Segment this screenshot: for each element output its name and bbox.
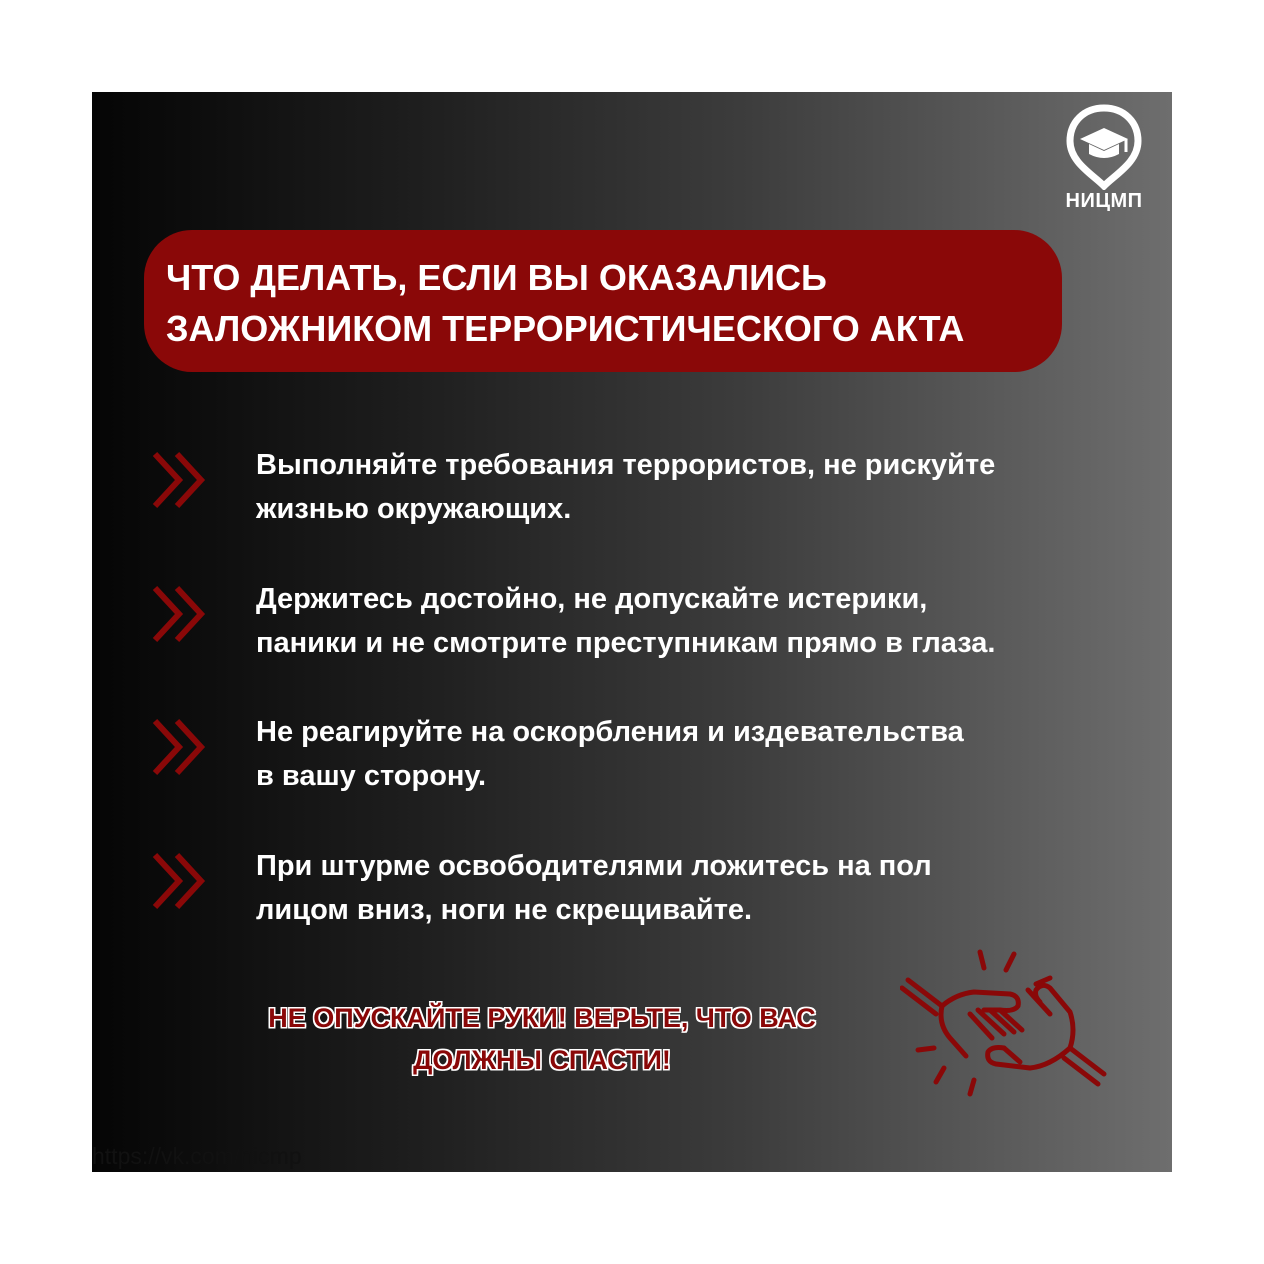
tip-text [256,844,1096,932]
title-line-2: ЗАЛОЖНИКОМ ТЕРРОРИСТИЧЕСКОГО АКТА [166,308,965,349]
slogan-line-2: ДОЛЖНЫ СПАСТИ! [413,1045,671,1075]
logo-text: НИЦМП [1065,190,1143,212]
double-chevron-right-icon [150,448,210,512]
tip-item [150,448,1100,538]
tip-line-1: Не реагируйте на оскорбления и издевательства [256,716,964,748]
poster-card [92,92,1172,1172]
tip-text [256,443,1096,531]
tip-text [256,710,1096,798]
double-chevron-right-icon [150,849,210,913]
tip-item [150,582,1100,672]
tip-item [150,715,1100,805]
double-chevron-right-icon [150,582,210,646]
tip-line-2: лицом вниз, ноги не скрещивайте. [256,894,753,926]
tip-line-2: жизнью окружающих. [256,493,572,525]
slogan-line-1: НЕ ОПУСКАЙТЕ РУКИ! ВЕРЬТЕ, ЧТО ВАС [268,1003,816,1033]
helping-hands-icon [900,942,1110,1122]
slogan [212,997,872,1081]
graduation-cap-pin-icon [1066,104,1142,190]
double-chevron-right-icon [150,715,210,779]
page-title [166,252,1046,354]
tip-line-2: в вашу сторону. [256,760,487,792]
tip-line-1: При штурме освободителями ложитесь на пол [256,850,932,882]
title-line-1: ЧТО ДЕЛАТЬ, ЕСЛИ ВЫ ОКАЗАЛИСЬ [166,257,827,298]
tip-line-1: Держитесь достойно, не допускайте истерики, [256,583,928,615]
tip-line-1: Выполняйте требования террористов, не рискуйте [256,449,996,481]
tip-line-2: паники и не смотрите преступникам прямо в глаза. [256,627,996,659]
title-banner [144,230,1062,372]
logo [1054,104,1154,214]
footer-url: https://vk.com/nicmp [92,1143,302,1169]
tip-item [150,849,1100,939]
tip-text [256,577,1096,665]
